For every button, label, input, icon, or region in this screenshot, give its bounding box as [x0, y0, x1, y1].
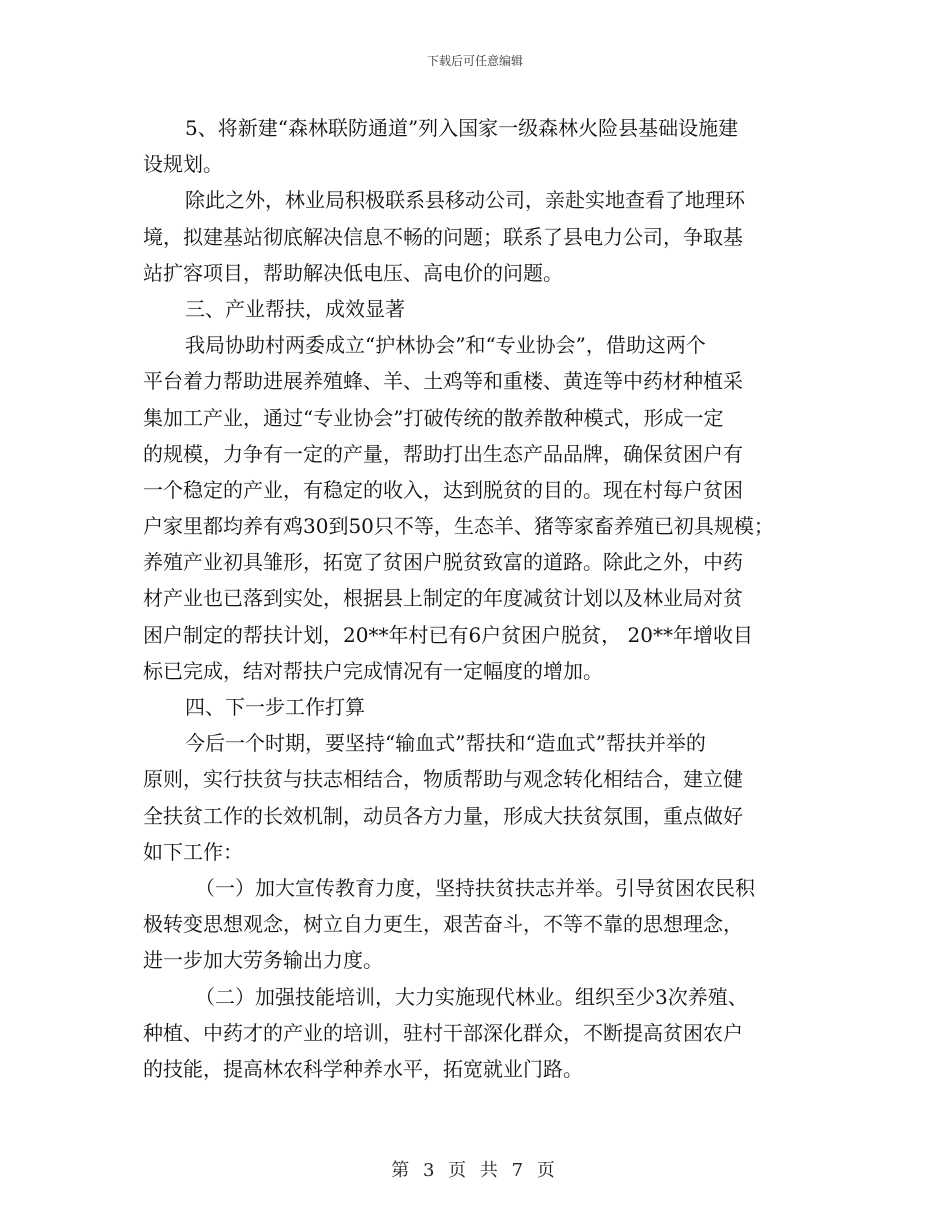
body-line: 除此之外，林业局积极联系县移动公司，亲赴实地查看了地理环	[185, 188, 745, 213]
body-line: 极转变思想观念，树立自力更生，艰苦奋斗，不等不靠的思想理念，	[143, 912, 743, 937]
body-line: （二）加强技能培训，大力实施现代林业。组织至少3次养殖、	[195, 984, 748, 1009]
body-line: 今后一个时期，要坚持“输血式”帮扶和“造血式”帮扶并举的	[185, 731, 706, 756]
body-line: 5、将新建“森林联防通道”列入国家一级森林火险县基础设施建	[185, 116, 739, 140]
body-line: 种植、中药才的产业的培训，驻村干部深化群众，不断提高贫困农户	[143, 1020, 743, 1045]
body-line: 如下工作：	[143, 839, 243, 864]
body-line: 养殖产业初具雏形，拓宽了贫困户脱贫致富的道路。除此之外，中药	[143, 550, 743, 575]
body-line: 我局协助村两委成立“护林协会”和“专业协会”，借助这两个	[185, 333, 706, 358]
body-line: 站扩容项目，帮助解决低电压、高电价的问题。	[143, 260, 563, 285]
section-heading: 四、下一步工作打算	[185, 695, 365, 719]
page-header: 下载后可任意编辑	[426, 54, 523, 68]
body-line: 标已完成，结对帮扶户完成情况有一定幅度的增加。	[143, 658, 603, 683]
body-line: 设规划。	[143, 152, 223, 177]
body-line: 全扶贫工作的长效机制，动员各方力量，形成大扶贫氛围，重点做好	[143, 803, 743, 828]
body-line: 困户制定的帮扶计划，20**年村已有6户贫困户脱贫， 20**年增收目	[143, 622, 753, 647]
body-line: 平台着力帮助进展养殖蜂、羊、土鸡等和重楼、黄连等中药材种植采	[143, 369, 743, 394]
body-line: 一个稳定的产业，有稳定的收入，达到脱贫的目的。现在村每户贫困	[143, 477, 743, 502]
section-heading: 三、产业帮扶，成效显著	[185, 296, 405, 321]
body-line: 境，拟建基站彻底解决信息不畅的问题；联系了县电力公司，争取基	[143, 224, 743, 249]
body-line: 进一步加大劳务输出力度。	[143, 948, 383, 973]
body-line: 户家里都均养有鸡30到50只不等，生态羊、猪等家畜养殖已初具规模；	[143, 514, 774, 539]
body-line: 原则，实行扶贫与扶志相结合，物质帮助与观念转化相结合，建立健	[143, 767, 743, 792]
body-line: 的技能，提高林农科学种养水平，拓宽就业门路。	[143, 1056, 583, 1081]
page-footer: 第 3 页 共 7 页	[391, 1160, 559, 1181]
document-body	[143, 110, 823, 1087]
body-line: 的规模，力争有一定的产量，帮助打出生态产品品牌，确保贫困户有	[143, 441, 743, 466]
body-line: 集加工产业，通过“专业协会”打破传统的散养散种模式，形成一定	[143, 405, 724, 430]
body-line: 材产业也已落到实处，根据县上制定的年度减贫计划以及林业局对贫	[143, 586, 743, 611]
body-line: （一）加大宣传教育力度，坚持扶贫扶志并举。引导贫困农民积	[195, 875, 755, 900]
